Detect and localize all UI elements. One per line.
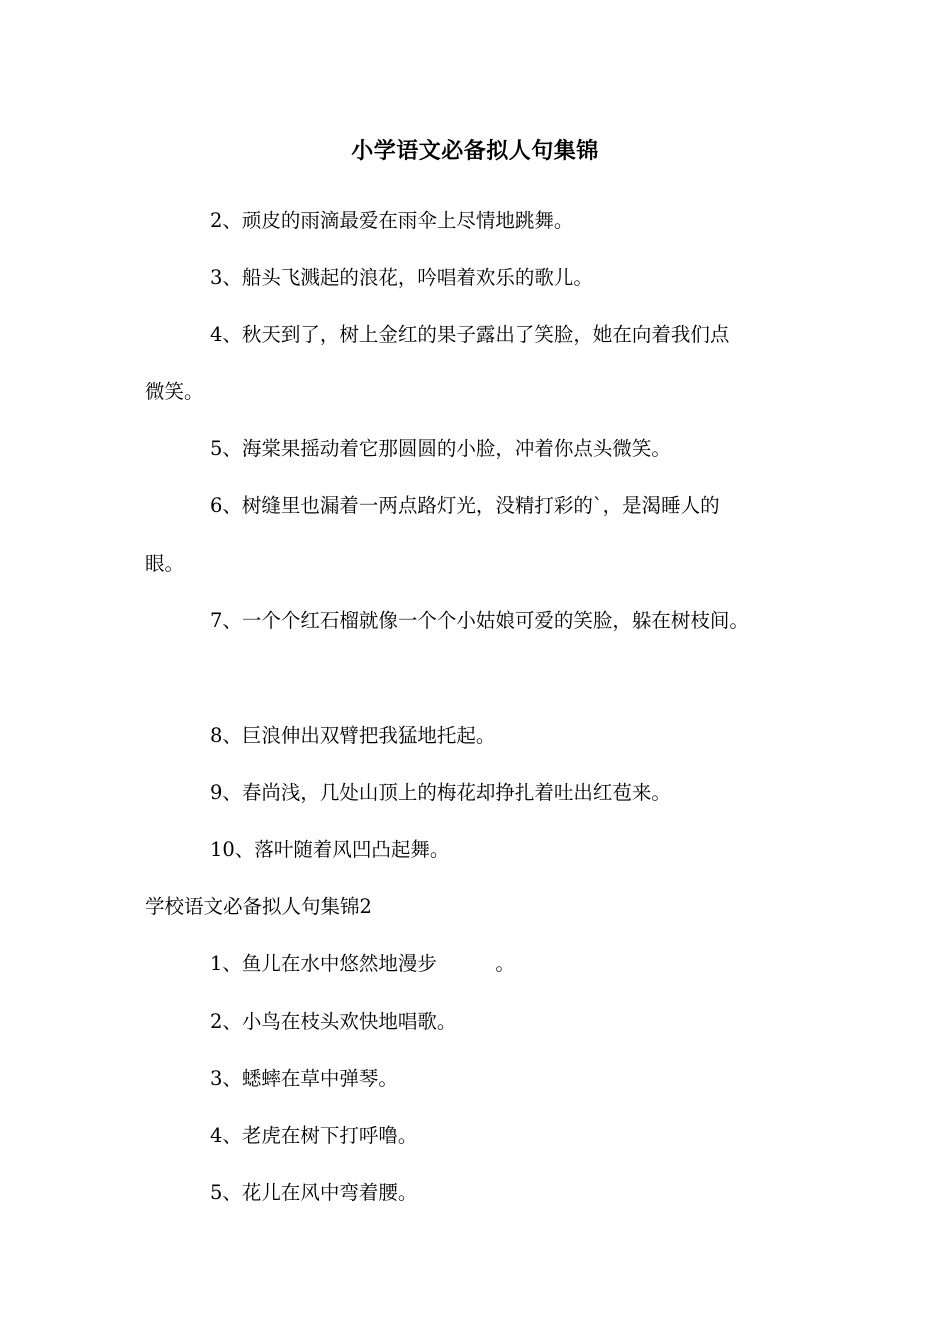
list-item: 1、鱼儿在水中悠然地漫步 。 xyxy=(210,952,515,975)
list-item: 3、蟋蟀在草中弹琴。 xyxy=(210,1067,398,1090)
list-item: 2、顽皮的雨滴最爱在雨伞上尽情地跳舞。 xyxy=(210,209,574,232)
list-item: 4、老虎在树下打呼噜。 xyxy=(210,1124,418,1147)
list-item: 2、小鸟在枝头欢快地唱歌。 xyxy=(210,1010,457,1033)
list-item-continuation: 眼。 xyxy=(145,552,185,575)
document-title: 小学语文必备拟人句集锦 xyxy=(351,138,599,164)
list-item-continuation: 微笑。 xyxy=(145,380,204,403)
list-item: 9、春尚浅，几处山顶上的梅花却挣扎着吐出红苞来。 xyxy=(210,781,671,804)
section-heading: 学校语文必备拟人句集锦2 xyxy=(145,895,372,918)
list-item: 7、一个个红石榴就像一个个小姑娘可爱的笑脸，躲在树枝间。 xyxy=(210,609,749,632)
list-item: 6、树缝里也漏着一两点路灯光，没精打彩的`，是渴睡人的 xyxy=(210,494,720,517)
list-item: 4、秋天到了，树上金红的果子露出了笑脸，她在向着我们点 xyxy=(210,323,730,346)
list-item: 5、花儿在风中弯着腰。 xyxy=(210,1181,418,1204)
list-item: 3、船头飞溅起的浪花，吟唱着欢乐的歌儿。 xyxy=(210,266,593,289)
list-item: 10、落叶随着风凹凸起舞。 xyxy=(210,838,450,861)
list-item: 5、海棠果摇动着它那圆圆的小脸，冲着你点头微笑。 xyxy=(210,437,671,460)
list-item: 8、巨浪伸出双臂把我猛地托起。 xyxy=(210,724,496,747)
